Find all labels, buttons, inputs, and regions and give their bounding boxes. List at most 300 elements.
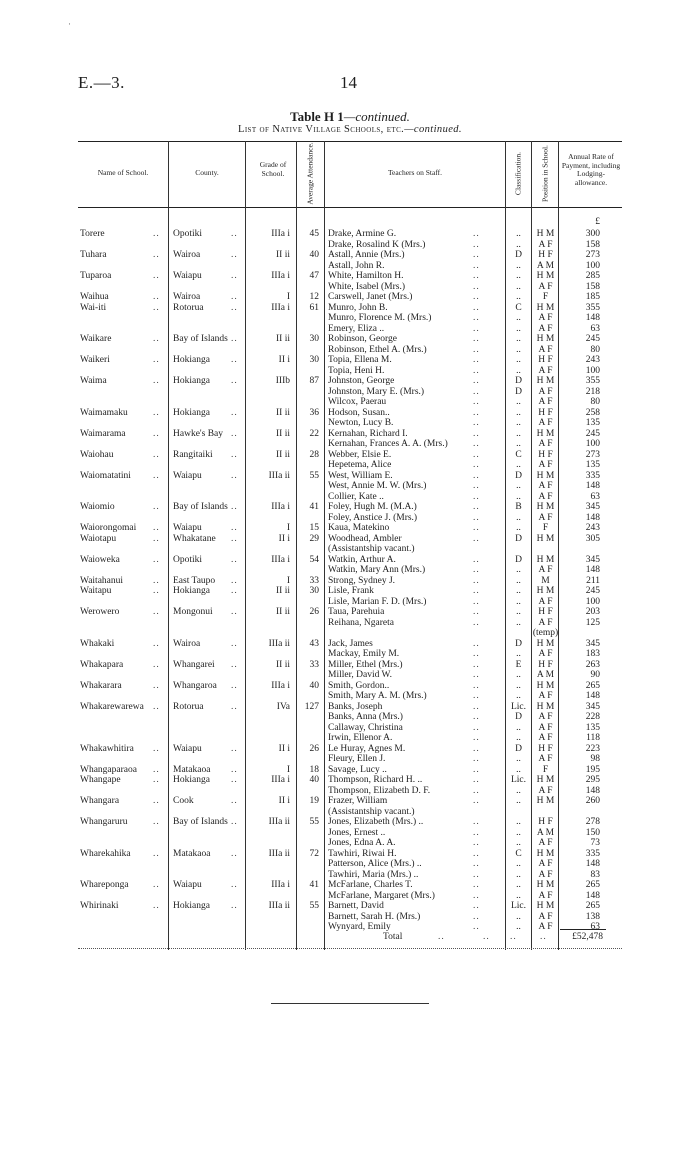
leader-dots: .. bbox=[231, 470, 238, 481]
position: A F bbox=[538, 754, 553, 764]
school-name: Waima bbox=[80, 376, 107, 386]
annual-rate: 335 bbox=[585, 848, 600, 859]
leader-dots: .. bbox=[231, 817, 238, 827]
leader-dots: .. bbox=[473, 848, 480, 859]
leader-dots: .. bbox=[153, 334, 160, 344]
annual-rate: 258 bbox=[585, 407, 600, 418]
classification: .. bbox=[516, 649, 521, 659]
attendance: 29 bbox=[309, 533, 319, 544]
school-name: Whangaruru bbox=[80, 817, 128, 827]
position: A M bbox=[536, 670, 555, 680]
leader-dots: .. bbox=[473, 880, 480, 890]
leader-dots: .. bbox=[473, 365, 480, 376]
teacher-name: Wilcox, Paerau bbox=[328, 397, 387, 407]
annual-rate: 148 bbox=[585, 313, 600, 323]
position: H M bbox=[536, 775, 555, 785]
grade: IIIa i bbox=[271, 229, 290, 239]
attendance: 26 bbox=[309, 607, 319, 617]
position: H F bbox=[538, 355, 553, 365]
attendance: 30 bbox=[309, 586, 319, 596]
teacher-name: Webber, Elsie E. bbox=[328, 449, 392, 460]
attendance: 26 bbox=[309, 743, 319, 754]
county: Waiapu bbox=[173, 880, 202, 890]
classification: .. bbox=[516, 428, 521, 439]
annual-rate: 100 bbox=[585, 260, 600, 271]
position: A M bbox=[536, 827, 555, 838]
leader-dots: .. bbox=[473, 418, 480, 428]
leader-dots: .. bbox=[231, 523, 238, 533]
classification: .. bbox=[516, 281, 521, 292]
leader-dots: .. bbox=[473, 617, 480, 628]
school-name: Whirinaki bbox=[80, 901, 119, 911]
annual-rate: 118 bbox=[586, 733, 600, 743]
leader-dots: .. bbox=[153, 428, 160, 439]
teacher-name: Tawhiri, Riwai H. bbox=[328, 848, 397, 859]
annual-rate: 148 bbox=[585, 565, 600, 575]
position: A F bbox=[538, 491, 553, 502]
header-attendance: Average Attendance. bbox=[305, 142, 315, 205]
classification: C bbox=[515, 449, 522, 460]
teacher-name: Thompson, Richard H. .. bbox=[328, 775, 423, 785]
leader-dots: .. bbox=[231, 407, 238, 418]
leader-dots: .. bbox=[473, 764, 480, 775]
school-name: Waitapu bbox=[80, 586, 112, 596]
annual-rate: 260 bbox=[585, 796, 600, 806]
annual-rate: 125 bbox=[585, 617, 600, 628]
school-name: Tuhara bbox=[80, 250, 107, 260]
leader-dots: .. bbox=[153, 302, 160, 313]
grade: IIIa ii bbox=[268, 638, 290, 649]
classification: .. bbox=[516, 827, 521, 838]
leader-dots: .. bbox=[153, 880, 160, 890]
attendance: 41 bbox=[309, 502, 319, 512]
county: Whangarei bbox=[173, 659, 215, 670]
position: F bbox=[542, 764, 549, 775]
position: A F bbox=[538, 722, 553, 733]
currency-symbol: £ bbox=[595, 217, 600, 227]
annual-rate: 148 bbox=[585, 890, 600, 901]
column-divider bbox=[296, 141, 297, 950]
leader-dots: .. bbox=[473, 586, 480, 596]
attendance: 41 bbox=[309, 880, 319, 890]
grade: II ii bbox=[276, 334, 290, 344]
teacher-name: Jones, Edna A. A. bbox=[328, 838, 396, 848]
school-name: Wai-iti bbox=[80, 302, 107, 313]
teacher-name: Johnston, Mary E. (Mrs.) bbox=[328, 386, 425, 397]
position: H M bbox=[536, 880, 555, 890]
position: (temp) bbox=[532, 628, 559, 638]
county: Hokianga bbox=[173, 407, 210, 418]
grade: II i bbox=[278, 355, 290, 365]
position: A F bbox=[538, 439, 553, 449]
school-name: Waiorongomai bbox=[80, 523, 137, 533]
header-county: County. bbox=[195, 168, 219, 177]
annual-rate: 355 bbox=[585, 302, 600, 313]
leader-dots: .. bbox=[473, 869, 480, 880]
leader-dots: .. bbox=[473, 428, 480, 439]
annual-rate: 63 bbox=[590, 922, 600, 932]
position: A F bbox=[538, 890, 553, 901]
attendance: 127 bbox=[304, 701, 319, 712]
county: Waiapu bbox=[173, 470, 202, 481]
leader-dots: .. bbox=[473, 449, 480, 460]
leader-dots: .. bbox=[473, 901, 480, 911]
teacher-name: Woodhead, Ambler bbox=[328, 533, 402, 544]
annual-rate: 245 bbox=[585, 586, 600, 596]
leader-dots: .. bbox=[473, 439, 480, 449]
total-leader: .. bbox=[438, 932, 445, 942]
annual-rate: 73 bbox=[590, 838, 600, 848]
leader-dots: .. bbox=[473, 491, 480, 502]
classification: D bbox=[515, 712, 522, 722]
leader-dots: .. bbox=[231, 848, 238, 859]
leader-dots: .. bbox=[231, 334, 238, 344]
header-teachers: Teachers on Staff. bbox=[387, 168, 443, 177]
leader-dots: .. bbox=[231, 659, 238, 670]
position: A F bbox=[538, 838, 553, 848]
county: Rotorua bbox=[173, 302, 204, 313]
attendance: 28 bbox=[309, 449, 319, 460]
leader-dots: .. bbox=[231, 271, 238, 281]
leader-dots: .. bbox=[473, 355, 480, 365]
column-divider bbox=[245, 141, 246, 950]
leader-dots: .. bbox=[153, 680, 160, 691]
position: A F bbox=[538, 481, 553, 491]
annual-rate: 100 bbox=[585, 365, 600, 376]
attendance: 55 bbox=[309, 817, 319, 827]
position: F bbox=[542, 523, 549, 533]
leader-dots: .. bbox=[153, 250, 160, 260]
annual-rate: 273 bbox=[585, 449, 600, 460]
leader-dots: .. bbox=[153, 292, 160, 302]
leader-dots: .. bbox=[473, 859, 480, 869]
header-position: Position in School. bbox=[540, 145, 550, 202]
teacher-name: Topia, Heni H. bbox=[328, 365, 385, 376]
attendance: 55 bbox=[309, 470, 319, 481]
position: A F bbox=[538, 565, 553, 575]
leader-dots: .. bbox=[473, 890, 480, 901]
teacher-name: Robinson, Ethel A. (Mrs.) bbox=[328, 344, 427, 355]
document-code: E.—3. bbox=[78, 73, 125, 92]
attendance: 12 bbox=[309, 292, 319, 302]
leader-dots: .. bbox=[473, 638, 480, 649]
grade: I bbox=[286, 292, 290, 302]
classification: E bbox=[515, 659, 522, 670]
county: Bay of Islands bbox=[173, 502, 228, 512]
classification: .. bbox=[516, 523, 521, 533]
teacher-name: Emery, Eliza .. bbox=[328, 323, 385, 334]
header-name: Name of School. bbox=[97, 168, 149, 177]
teacher-name: Patterson, Alice (Mrs.) .. bbox=[328, 859, 422, 869]
total-leader: .. bbox=[540, 932, 547, 942]
school-name: Waihua bbox=[80, 292, 109, 302]
header-rate: Annual Rate of Payment, including Lodging-allowance. bbox=[561, 152, 621, 187]
teacher-name: Jones, Elizabeth (Mrs.) .. bbox=[328, 817, 424, 827]
county: Rangitaiki bbox=[173, 449, 213, 460]
annual-rate: 218 bbox=[585, 386, 600, 397]
leader-dots: .. bbox=[473, 733, 480, 743]
position: M bbox=[541, 575, 550, 586]
county: Cook bbox=[173, 796, 194, 806]
leader-dots: .. bbox=[231, 292, 238, 302]
leader-dots: .. bbox=[473, 502, 480, 512]
attendance: 19 bbox=[309, 796, 319, 806]
position: A F bbox=[538, 239, 553, 250]
attendance: 33 bbox=[309, 575, 319, 586]
table-subtitle-suffix: —continued. bbox=[404, 124, 462, 135]
classification: .. bbox=[516, 365, 521, 376]
classification: .. bbox=[516, 344, 521, 355]
classification: .. bbox=[516, 722, 521, 733]
school-name: Whakawhitira bbox=[80, 743, 134, 754]
annual-rate: 285 bbox=[585, 271, 600, 281]
attendance: 33 bbox=[309, 659, 319, 670]
classification: .. bbox=[516, 334, 521, 344]
school-name: Whareponga bbox=[80, 880, 129, 890]
annual-rate: 305 bbox=[585, 533, 600, 544]
position: A F bbox=[538, 512, 553, 523]
teacher-name: (Assistantship vacant.) bbox=[328, 544, 415, 554]
county: Hokianga bbox=[173, 586, 210, 596]
leader-dots: .. bbox=[153, 775, 160, 785]
position: A F bbox=[538, 344, 553, 355]
teacher-name: Munro, Florence M. (Mrs.) bbox=[328, 313, 432, 323]
leader-dots: .. bbox=[153, 533, 160, 544]
classification: .. bbox=[516, 754, 521, 764]
classification: .. bbox=[516, 313, 521, 323]
annual-rate: 63 bbox=[590, 323, 600, 334]
position: H F bbox=[538, 250, 553, 260]
leader-dots: .. bbox=[473, 271, 480, 281]
county: Hokianga bbox=[173, 901, 210, 911]
position: A F bbox=[538, 733, 553, 743]
position: A F bbox=[538, 785, 553, 796]
grade: IIIa i bbox=[271, 680, 290, 691]
annual-rate: 243 bbox=[585, 355, 600, 365]
teacher-name: Barnett, Sarah H. (Mrs.) bbox=[328, 911, 421, 922]
position: A F bbox=[538, 596, 553, 607]
total-leader: .. bbox=[510, 932, 517, 942]
county: Wairoa bbox=[173, 250, 201, 260]
county: Matakaoa bbox=[173, 764, 211, 775]
teacher-name: Savage, Lucy .. bbox=[328, 764, 387, 775]
school-name: Waikare bbox=[80, 334, 112, 344]
position: A F bbox=[538, 911, 553, 922]
leader-dots: .. bbox=[231, 229, 238, 239]
annual-rate: 100 bbox=[585, 596, 600, 607]
annual-rate: 80 bbox=[590, 397, 600, 407]
teacher-name: Banks, Joseph bbox=[328, 701, 383, 712]
position: A M bbox=[536, 260, 555, 271]
leader-dots: .. bbox=[473, 838, 480, 848]
header-grade: Grade of School. bbox=[259, 160, 287, 178]
leader-dots: .. bbox=[231, 355, 238, 365]
classification: .. bbox=[516, 785, 521, 796]
grade: II i bbox=[278, 796, 290, 806]
classification: .. bbox=[516, 817, 521, 827]
teacher-name: Mackay, Emily M. bbox=[328, 649, 400, 659]
leader-dots: .. bbox=[153, 659, 160, 670]
leader-dots: .. bbox=[473, 292, 480, 302]
leader-dots: .. bbox=[473, 334, 480, 344]
position: H M bbox=[536, 638, 555, 649]
classification: .. bbox=[516, 880, 521, 890]
teacher-name: Reihana, Ngareta bbox=[328, 617, 394, 628]
attendance: 54 bbox=[309, 554, 319, 565]
grade: I bbox=[286, 523, 290, 533]
leader-dots: .. bbox=[231, 575, 238, 586]
leader-dots: .. bbox=[473, 607, 480, 617]
teacher-name: Thompson, Elizabeth D. F. bbox=[328, 785, 431, 796]
attendance: 22 bbox=[309, 428, 319, 439]
leader-dots: .. bbox=[473, 680, 480, 691]
table-bottom-rule bbox=[78, 948, 622, 949]
leader-dots: .. bbox=[473, 407, 480, 418]
teacher-name: Strong, Sydney J. bbox=[328, 575, 396, 586]
school-name: Whakapara bbox=[80, 659, 124, 670]
classification: D bbox=[515, 554, 522, 565]
page-end-rule bbox=[271, 1003, 429, 1004]
grade: II ii bbox=[276, 250, 290, 260]
attendance: 40 bbox=[309, 680, 319, 691]
position: H M bbox=[536, 701, 555, 712]
annual-rate: 135 bbox=[585, 722, 600, 733]
school-name: Whakaki bbox=[80, 638, 115, 649]
leader-dots: .. bbox=[231, 743, 238, 754]
classification: .. bbox=[516, 596, 521, 607]
county: Opotiki bbox=[173, 229, 203, 239]
attendance: 47 bbox=[309, 271, 319, 281]
leader-dots: .. bbox=[153, 523, 160, 533]
school-name: Waitahanui bbox=[80, 575, 124, 586]
leader-dots: .. bbox=[231, 533, 238, 544]
teacher-name: Smith, Mary A. M. (Mrs.) bbox=[328, 691, 427, 701]
attendance: 55 bbox=[309, 901, 319, 911]
annual-rate: 265 bbox=[585, 880, 600, 890]
classification: .. bbox=[516, 491, 521, 502]
classification: .. bbox=[516, 407, 521, 418]
position: H M bbox=[536, 334, 555, 344]
annual-rate: 148 bbox=[585, 512, 600, 523]
leader-dots: .. bbox=[473, 281, 480, 292]
annual-rate: 63 bbox=[590, 491, 600, 502]
classification: .. bbox=[516, 691, 521, 701]
leader-dots: .. bbox=[153, 796, 160, 806]
school-name: Tuparoa bbox=[80, 271, 112, 281]
leader-dots: .. bbox=[153, 575, 160, 586]
teacher-name: Newton, Lucy B. bbox=[328, 418, 394, 428]
position: H M bbox=[536, 470, 555, 481]
classification: .. bbox=[516, 271, 521, 281]
classification: .. bbox=[516, 355, 521, 365]
teacher-name: Astall, Annie (Mrs.) bbox=[328, 250, 405, 260]
classification: C bbox=[515, 848, 522, 859]
position: H M bbox=[536, 533, 555, 544]
leader-dots: .. bbox=[153, 407, 160, 418]
teacher-name: Carswell, Janet (Mrs.) bbox=[328, 292, 413, 302]
position: H M bbox=[536, 376, 555, 386]
classification: .. bbox=[516, 439, 521, 449]
annual-rate: 211 bbox=[586, 575, 600, 586]
classification: D bbox=[515, 743, 522, 754]
leader-dots: .. bbox=[473, 659, 480, 670]
teacher-name: McFarlane, Margaret (Mrs.) bbox=[328, 890, 435, 901]
annual-rate: 148 bbox=[585, 859, 600, 869]
classification: .. bbox=[516, 586, 521, 596]
school-name: Waiohau bbox=[80, 449, 114, 460]
school-name: Whangara bbox=[80, 796, 120, 806]
table-title-main: Table H 1 bbox=[290, 109, 344, 124]
classification: D bbox=[515, 250, 522, 260]
annual-rate: 100 bbox=[585, 439, 600, 449]
classification: .. bbox=[516, 733, 521, 743]
classification: .. bbox=[516, 617, 521, 628]
school-name: Waiotapu bbox=[80, 533, 117, 544]
classification: .. bbox=[516, 323, 521, 334]
annual-rate: 263 bbox=[585, 659, 600, 670]
teacher-name: West, William E. bbox=[328, 470, 393, 481]
attendance: 40 bbox=[309, 250, 319, 260]
county: Hokianga bbox=[173, 775, 210, 785]
teacher-name: Smith, Gordon.. bbox=[328, 680, 390, 691]
county: Wairoa bbox=[173, 638, 201, 649]
classification: .. bbox=[516, 575, 521, 586]
county: Bay of Islands bbox=[173, 817, 228, 827]
classification: .. bbox=[516, 838, 521, 848]
total-rule bbox=[560, 929, 606, 930]
teacher-name: Astall, John R. bbox=[328, 260, 385, 271]
county: Hokianga bbox=[173, 376, 210, 386]
leader-dots: .. bbox=[231, 901, 238, 911]
teacher-name: Watkin, Arthur A. bbox=[328, 554, 396, 565]
teacher-name: Foley, Hugh M. (M.A.) bbox=[328, 502, 417, 512]
teacher-name: Drake, Rosalind K (Mrs.) bbox=[328, 239, 426, 250]
leader-dots: .. bbox=[153, 701, 160, 712]
leader-dots: .. bbox=[231, 428, 238, 439]
school-name: Wharekahika bbox=[80, 848, 131, 859]
leader-dots: .. bbox=[473, 649, 480, 659]
school-name: Whangape bbox=[80, 775, 121, 785]
classification: .. bbox=[516, 796, 521, 806]
leader-dots: .. bbox=[473, 512, 480, 523]
annual-rate: 148 bbox=[585, 481, 600, 491]
position: H M bbox=[536, 229, 555, 239]
leader-dots: .. bbox=[473, 911, 480, 922]
grade: IIIa i bbox=[271, 271, 290, 281]
position: H M bbox=[536, 271, 555, 281]
attendance: 40 bbox=[309, 775, 319, 785]
county: Waiapu bbox=[173, 523, 202, 533]
leader-dots: .. bbox=[231, 701, 238, 712]
annual-rate: 345 bbox=[585, 638, 600, 649]
school-name: Werowero bbox=[80, 607, 120, 617]
leader-dots: .. bbox=[231, 502, 238, 512]
annual-rate: 265 bbox=[585, 901, 600, 911]
teacher-name: Topia, Ellena M. bbox=[328, 355, 392, 365]
position: A F bbox=[538, 869, 553, 880]
annual-rate: 245 bbox=[585, 428, 600, 439]
annual-rate: 228 bbox=[585, 712, 600, 722]
teacher-name: Barnett, David bbox=[328, 901, 384, 911]
teacher-name: Tawhiri, Maria (Mrs.) .. bbox=[328, 869, 419, 880]
teacher-name: Robinson, George bbox=[328, 334, 397, 344]
grade: IIIa ii bbox=[268, 817, 290, 827]
classification: .. bbox=[516, 260, 521, 271]
leader-dots: .. bbox=[231, 586, 238, 596]
grade: IIIa i bbox=[271, 880, 290, 890]
leader-dots: .. bbox=[231, 638, 238, 649]
leader-dots: .. bbox=[153, 229, 160, 239]
